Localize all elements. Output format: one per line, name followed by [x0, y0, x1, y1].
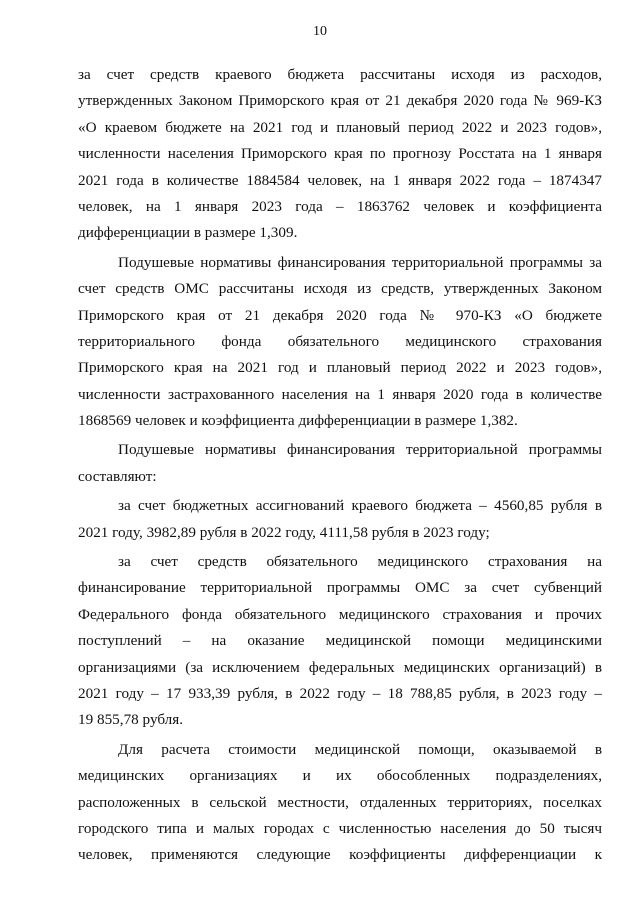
document-body	[78, 62, 602, 869]
text-line: Приморского края от 21 декабря 2020 года № 970-КЗ «О бюджете	[78, 306, 602, 324]
text-line: 2021 году, 3982,89 рубля в 2022 году, 4111,58 рубля в 2023 году;	[78, 523, 490, 541]
text-line: городского типа и малых городах с численностью населения до 50 тысяч	[78, 819, 602, 837]
text-line: организациями (за исключением федеральных медицинских организаций) в	[78, 658, 602, 676]
text-line: поступлений – на оказание медицинской помощи медицинскими	[78, 632, 602, 650]
text-line: Федерального фонда обязательного медицинского страхования и прочих	[78, 605, 602, 623]
paragraph-normatives-intro	[78, 437, 602, 490]
text-line: за счет средств обязательного медицинского страхования на	[118, 553, 602, 571]
text-line: численности застрахованного населения на 1 января 2020 года в количестве	[78, 385, 602, 403]
paragraph-oms-insurance	[78, 549, 602, 734]
text-line: Приморского края на 2021 год и плановый период 2022 и 2023 годов»,	[78, 359, 602, 377]
text-line: Подушевые нормативы финансирования территориальной программы за	[118, 253, 602, 271]
text-line: счет средств ОМС рассчитаны исходя из средств, утвержденных Законом	[78, 280, 602, 298]
text-line: расположенных в сельской местности, отдаленных территориях, поселках	[78, 793, 602, 811]
text-line: человек, применяются следующие коэффициенты дифференциации к	[78, 846, 602, 864]
text-line: за счет бюджетных ассигнований краевого бюджета – 4560,85 рубля в	[118, 497, 602, 515]
text-line: Для расчета стоимости медицинской помощи, оказываемой в	[118, 740, 602, 758]
text-line: 1868569 человек и коэффициента дифференциации в размере 1,382.	[78, 412, 518, 430]
paragraph-regional-budget	[78, 62, 602, 247]
paragraph-differentiation-coefficients	[78, 737, 602, 869]
text-line: за счет средств краевого бюджета рассчитаны исходя из расходов,	[78, 66, 602, 83]
text-line: территориального фонда обязательного медицинского страхования	[78, 332, 602, 350]
text-line: медицинских организациях и их обособленных подразделениях,	[78, 767, 602, 785]
text-line: составляют:	[78, 467, 157, 485]
text-line: 2021 года в количестве 1884584 человек, на 1 января 2022 года – 1874347	[78, 171, 602, 189]
text-line: финансирование территориальной программы ОМС за счет субвенций	[78, 579, 602, 597]
text-line: 2021 году – 17 933,39 рубля, в 2022 году – 18 788,85 рубля, в 2023 году –	[78, 684, 602, 702]
text-line: 19 855,78 рубля.	[78, 711, 184, 729]
paragraph-oms-funds	[78, 250, 602, 435]
text-line: дифференциации в размере 1,309.	[78, 224, 298, 242]
text-line: «О краевом бюджете на 2021 год и плановый период 2022 и 2023 годов»,	[78, 118, 602, 136]
paragraph-budget-allocations	[78, 493, 602, 546]
text-line: человек, на 1 января 2023 года – 1863762 человек и коэффициента	[78, 197, 602, 215]
text-line: численности населения Приморского края по прогнозу Росстата на 1 января	[78, 145, 602, 163]
text-line: Подушевые нормативы финансирования территориальной программы	[118, 441, 602, 459]
text-line: утвержденных Законом Приморского края от 21 декабря 2020 года № 969-КЗ	[78, 92, 602, 110]
page-number: 10	[313, 24, 327, 39]
